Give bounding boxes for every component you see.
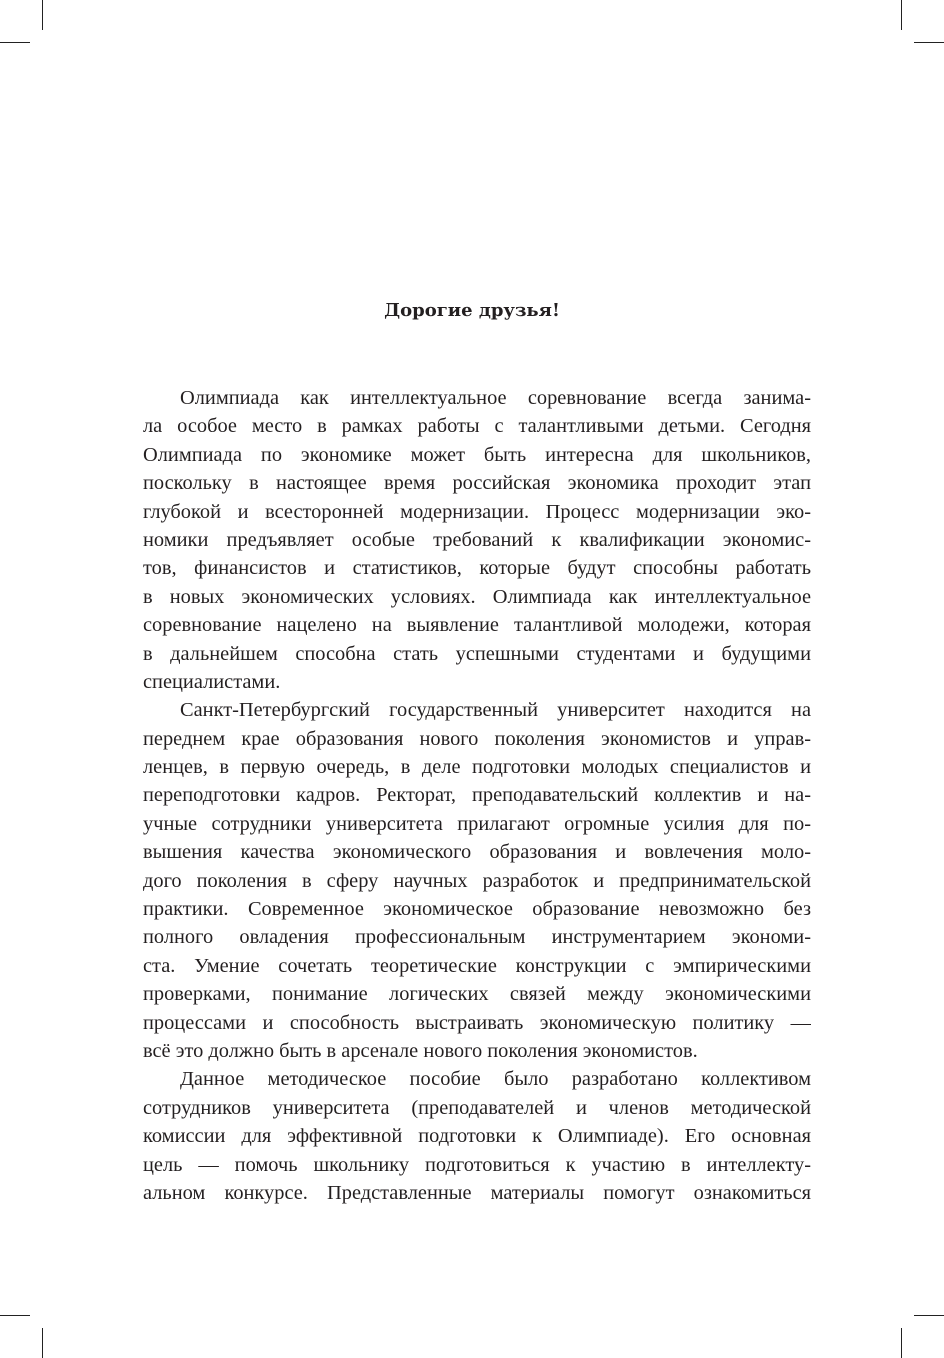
text-line: ста. Умение сочетать теоретические конструкции с эмпирическими bbox=[143, 954, 811, 977]
crop-mark-bottom-left-h bbox=[0, 1315, 30, 1316]
text-line: процессами и способность выстраивать экономическую политику — bbox=[143, 1011, 811, 1034]
text-line: поскольку в настоящее время российская экономика проходит этап bbox=[143, 472, 811, 495]
page-title: Дорогие друзья! bbox=[384, 300, 560, 321]
text-line: переднем крае образования нового поколения экономистов и управ- bbox=[143, 727, 811, 750]
crop-mark-top-left-h bbox=[0, 42, 30, 43]
paragraph-1 bbox=[143, 384, 811, 696]
text-line: Данное методическое пособие было разработано коллективом bbox=[180, 1068, 811, 1091]
body-text bbox=[143, 384, 811, 1207]
text-line: сотрудников университета (преподавателей и членов методической bbox=[143, 1096, 811, 1119]
text-line: комиссии для эффективной подготовки к Олимпиаде). Его основная bbox=[143, 1125, 811, 1148]
crop-mark-top-left-v bbox=[42, 0, 43, 30]
text-line: вышения качества экономического образования и вовлечения моло- bbox=[143, 841, 811, 864]
text-line: всё это должно быть в арсенале нового поколения экономистов. bbox=[143, 1039, 698, 1062]
text-line: альном конкурсе. Представленные материалы помогут ознакомиться bbox=[143, 1181, 811, 1204]
paragraph-2 bbox=[143, 696, 811, 1065]
text-line: ленцев, в первую очередь, в деле подготовки молодых специалистов и bbox=[143, 756, 811, 779]
text-line: номики предъявляет особые требований к квалификации экономис- bbox=[143, 528, 811, 551]
text-line: Олимпиада по экономике может быть интересна для школьников, bbox=[143, 443, 811, 466]
crop-mark-top-right-v bbox=[901, 0, 902, 30]
text-line: соревнование нацелено на выявление талантливой молодежи, которая bbox=[143, 614, 811, 637]
text-line: учные сотрудники университета прилагают огромные усилия для по- bbox=[143, 812, 811, 835]
text-line: тов, финансистов и статистиков, которые будут способны работать bbox=[143, 557, 811, 580]
text-line: Санкт-Петербургский государственный университет находится на bbox=[180, 699, 811, 722]
text-line: Олимпиада как интеллектуальное соревнование всегда занима- bbox=[180, 387, 811, 409]
crop-mark-bottom-right-v bbox=[901, 1328, 902, 1358]
paragraph-3 bbox=[143, 1065, 811, 1207]
text-line: ла особое место в рамках работы с талантливыми детьми. Сегодня bbox=[143, 415, 811, 438]
crop-mark-top-right-h bbox=[914, 42, 944, 43]
text-line: дого поколения в сферу научных разработок и предпринимательской bbox=[143, 869, 811, 892]
text-line: переподготовки кадров. Ректорат, преподавательский коллектив и на- bbox=[143, 784, 811, 807]
text-line: глубокой и всесторонней модернизации. Процесс модернизации эко- bbox=[143, 500, 811, 523]
text-line: полного овладения профессиональным инструментарием экономи- bbox=[143, 926, 811, 949]
text-line: специалистами. bbox=[143, 670, 281, 693]
crop-mark-bottom-left-v bbox=[42, 1328, 43, 1358]
text-line: практики. Современное экономическое образование невозможно без bbox=[143, 898, 811, 921]
text-line: в дальнейшем способна стать успешными студентами и будущими bbox=[143, 642, 811, 665]
text-line: в новых экономических условиях. Олимпиада как интеллектуальное bbox=[143, 585, 811, 608]
text-line: цель — помочь школьнику подготовиться к участию в интеллекту- bbox=[143, 1153, 811, 1176]
crop-mark-bottom-right-h bbox=[914, 1315, 944, 1316]
text-line: проверками, понимание логических связей между экономическими bbox=[143, 983, 811, 1006]
